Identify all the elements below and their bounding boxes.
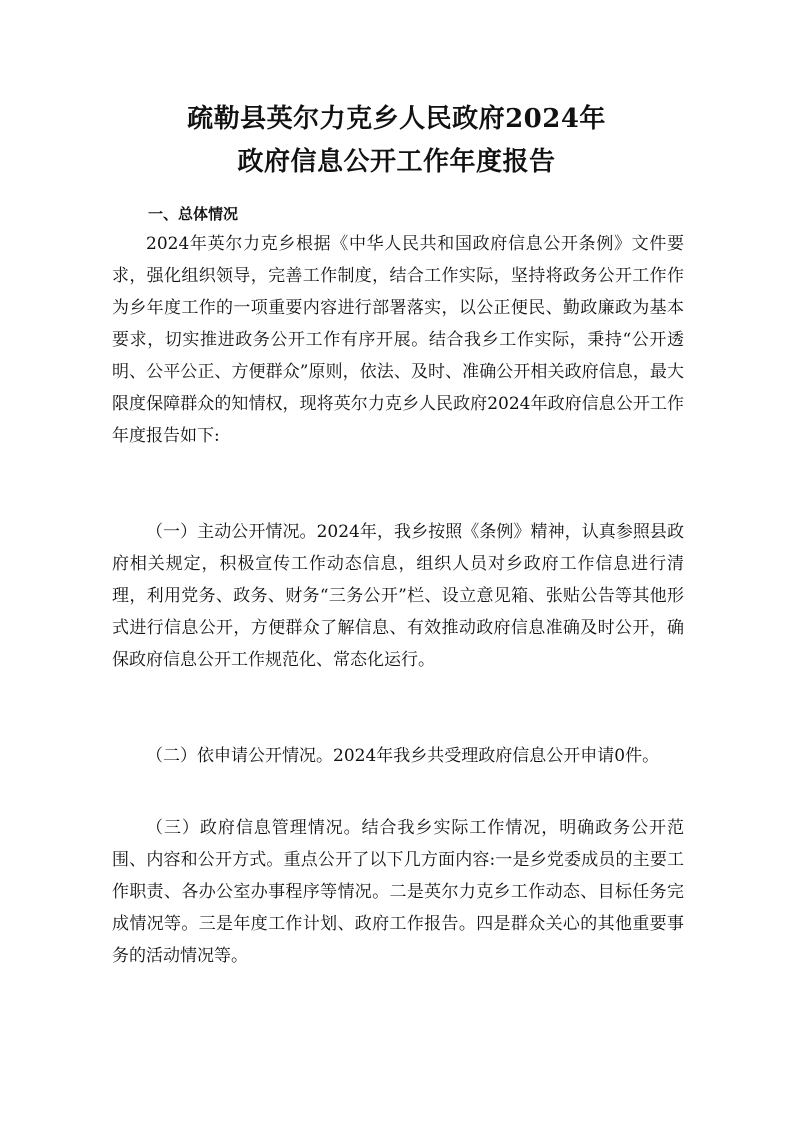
document-title-line2: 政府信息公开工作年度报告 <box>237 147 556 177</box>
paragraph-information-management: （三）政府信息管理情况。结合我乡实际工作情况，明确政务公开范围、内容和公开方式。重点公开了以下几方面内容:一是乡党委成员的主要工作职责、各办公室办事程序等情况。二是英尔力克乡工作动态、目标任务完成情况等。三是年度工作计划、政府工作报告。四是群众关心的其他重要事务的活动情况等。 <box>112 818 684 966</box>
paragraph-overview: 2024年英尔力克乡根据《中华人民共和国政府信息公开条例》文件要求，强化组织领导，完善工作制度，结合工作实际，坚持将政务公开工作作为乡年度工作的一项重要内容进行部署落实，以公正便民、勤政廉政为基本要求，切实推进政务公开工作有序开展。结合我乡工作实际，秉持“公开透明、公平公正、方便群众”原则，依法、及时、准确公开相关政府信息，最大限度保障群众的知情权，现将英尔力克乡人民政府2024年政府信息公开工作年度报告如下: <box>112 234 684 446</box>
paragraph-application-disclosure: （二）依申请公开情况。2024年我乡共受理政府信息公开申请0件。 <box>146 746 660 766</box>
section-heading-overview: 一、总体情况 <box>148 205 239 223</box>
paragraph-proactive-disclosure: （一）主动公开情况。2024年，我乡按照《条例》精神，认真参照县政府相关规定，积极宣传工作动态信息，组织人员对乡政府工作信息进行清理，利用党务、政务、财务“三务公开”栏、设立意见箱、张贴公告等其他形式进行信息公开，方便群众了解信息、有效推动政府信息准确及时公开，确保政府信息公开工作规范化、常态化运行。 <box>112 522 684 670</box>
document-title-line1: 疏勒县英尔力克乡人民政府2024年 <box>187 104 606 134</box>
